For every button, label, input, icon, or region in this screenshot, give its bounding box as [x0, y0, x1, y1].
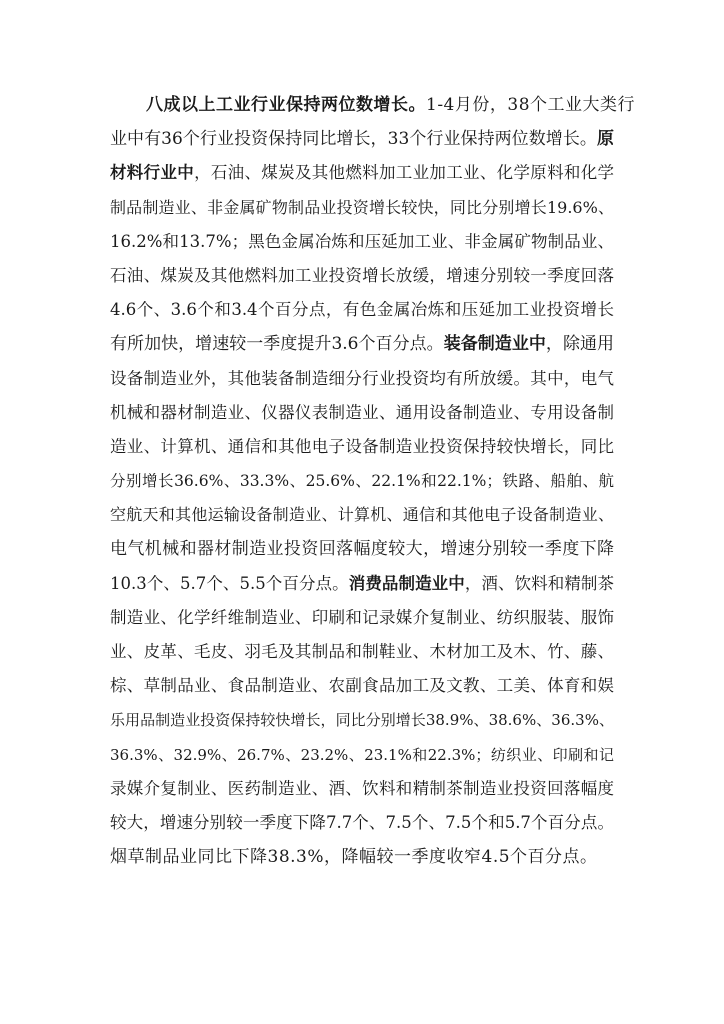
text-line: [110, 532, 614, 566]
text-line-content: [110, 293, 614, 327]
text-line-content: [110, 806, 614, 840]
text-line: [110, 88, 636, 122]
body-text: 录媒介复制业、医药制造业、酒、饮料和精制茶制造业投资回落幅度: [110, 778, 614, 798]
text-line: [110, 362, 614, 396]
body-text: 造业、计算机、通信和其他电子设备制造业投资保持较快增长，同比: [110, 436, 614, 456]
body-text: 1-4月份，38个工业大类行: [426, 95, 636, 115]
text-line-content: [110, 464, 614, 498]
text-line-content: [110, 772, 614, 806]
text-line-content: [110, 259, 614, 293]
text-line: [110, 840, 614, 874]
body-text: 制品制造业、非金属矿物制品业投资增长较快，同比分别增长19.6%、: [110, 197, 614, 217]
bold-heading-text: 材料行业中: [110, 163, 195, 183]
body-text: 10.3个、5.7个、5.5个百分点。: [110, 573, 349, 593]
text-line-content: [110, 362, 614, 396]
text-line: [110, 567, 614, 601]
body-text: ，酒、饮料和精制茶: [464, 573, 614, 593]
text-line-content: [110, 430, 614, 464]
body-text: 电气机械和器材制造业投资回落幅度较大，增速分别较一季度下降: [110, 539, 614, 560]
text-line: [110, 601, 614, 635]
text-line-content: [110, 601, 614, 635]
text-line: [110, 225, 614, 259]
text-line-content: [110, 122, 614, 156]
body-text: 设备制造业外，其他装备制造细分行业投资均有所放缓。其中，电气: [110, 368, 614, 388]
body-paragraph: [110, 88, 636, 874]
text-line-content: [110, 635, 614, 669]
text-line-content: [110, 840, 614, 874]
text-line-content: [110, 327, 614, 361]
text-line: [110, 156, 614, 190]
text-line: [110, 122, 614, 156]
text-line: [110, 464, 614, 498]
bold-heading-text: 八成以上工业行业保持两位数增长。: [146, 95, 426, 115]
text-line-content: [110, 703, 614, 737]
text-line-content: [110, 396, 614, 430]
body-text: 烟草制品业同比下降38.3%，降幅较一季度收窄4.5个百分点。: [110, 847, 598, 868]
body-text: 36.3%、32.9%、26.7%、23.2%、23.1%和22.3%；纺织业、印刷和记: [110, 745, 614, 764]
text-line-content: [110, 669, 614, 703]
body-text: 16.2%和13.7%；黑色金属冶炼和压延加工业、非金属矿物制品业、: [110, 231, 614, 251]
body-text: 机械和器材制造业、仪器仪表制造业、通用设备制造业、专用设备制: [110, 402, 614, 422]
text-line: [110, 498, 614, 532]
text-line: [110, 293, 614, 327]
body-text: 业、皮革、毛皮、羽毛及其制品和制鞋业、木材加工及木、竹、藤、: [110, 642, 614, 661]
body-text: ，除通用: [545, 334, 615, 355]
text-line: [110, 191, 614, 225]
text-line-content: [110, 567, 614, 601]
text-line: [110, 669, 614, 703]
text-line: [110, 259, 614, 293]
body-text: ，石油、煤炭及其他燃料加工业加工业、化学原料和化学: [194, 163, 615, 183]
text-line-content: [110, 532, 614, 566]
bold-heading-text: 装备制造业中: [443, 334, 546, 355]
body-text: 棕、草制品业、食品制造业、农副食品加工及文教、工美、体育和娱: [110, 676, 614, 696]
text-line: [110, 738, 614, 772]
text-line-content: [146, 88, 636, 122]
text-line-content: [110, 191, 614, 225]
body-text: 较大，增速分别较一季度下降7.7个、7.5个、7.5个和5.7个百分点。: [110, 812, 614, 832]
text-line: [110, 396, 614, 430]
text-line-content: [110, 225, 614, 259]
body-text: 业中有36个行业投资保持同比增长，33个行业保持两位数增长。: [110, 129, 597, 150]
body-text: 石油、煤炭及其他燃料加工业投资增长放缓，增速分别较一季度回落: [110, 265, 614, 285]
body-text: 4.6个、3.6个和3.4个百分点，有色金属冶炼和压延加工业投资增长: [110, 300, 614, 320]
body-text: 有所加快，增速较一季度提升3.6个百分点。: [110, 334, 444, 355]
text-line: [110, 703, 614, 737]
text-line: [110, 327, 614, 361]
bold-heading-text: 消费品制造业中: [348, 573, 465, 593]
text-line: [110, 635, 614, 669]
body-text: 分别增长36.6%、33.3%、25.6%、22.1%和22.1%；铁路、船舶、航: [110, 472, 614, 491]
text-line-content: [110, 156, 614, 190]
body-text: 制造业、化学纤维制造业、印刷和记录媒介复制业、纺织服装、服饰: [110, 607, 614, 627]
text-line: [110, 772, 614, 806]
body-text: 空航天和其他运输设备制造业、计算机、通信和其他电子设备制造业、: [110, 505, 614, 525]
text-line: [110, 806, 614, 840]
text-line: [110, 430, 614, 464]
body-text: 乐用品制造业投资保持较快增长，同比分别增长38.9%、38.6%、36.3%、: [110, 711, 614, 730]
bold-heading-text: 原: [597, 129, 614, 150]
text-line-content: [110, 498, 614, 532]
text-line-content: [110, 738, 614, 772]
